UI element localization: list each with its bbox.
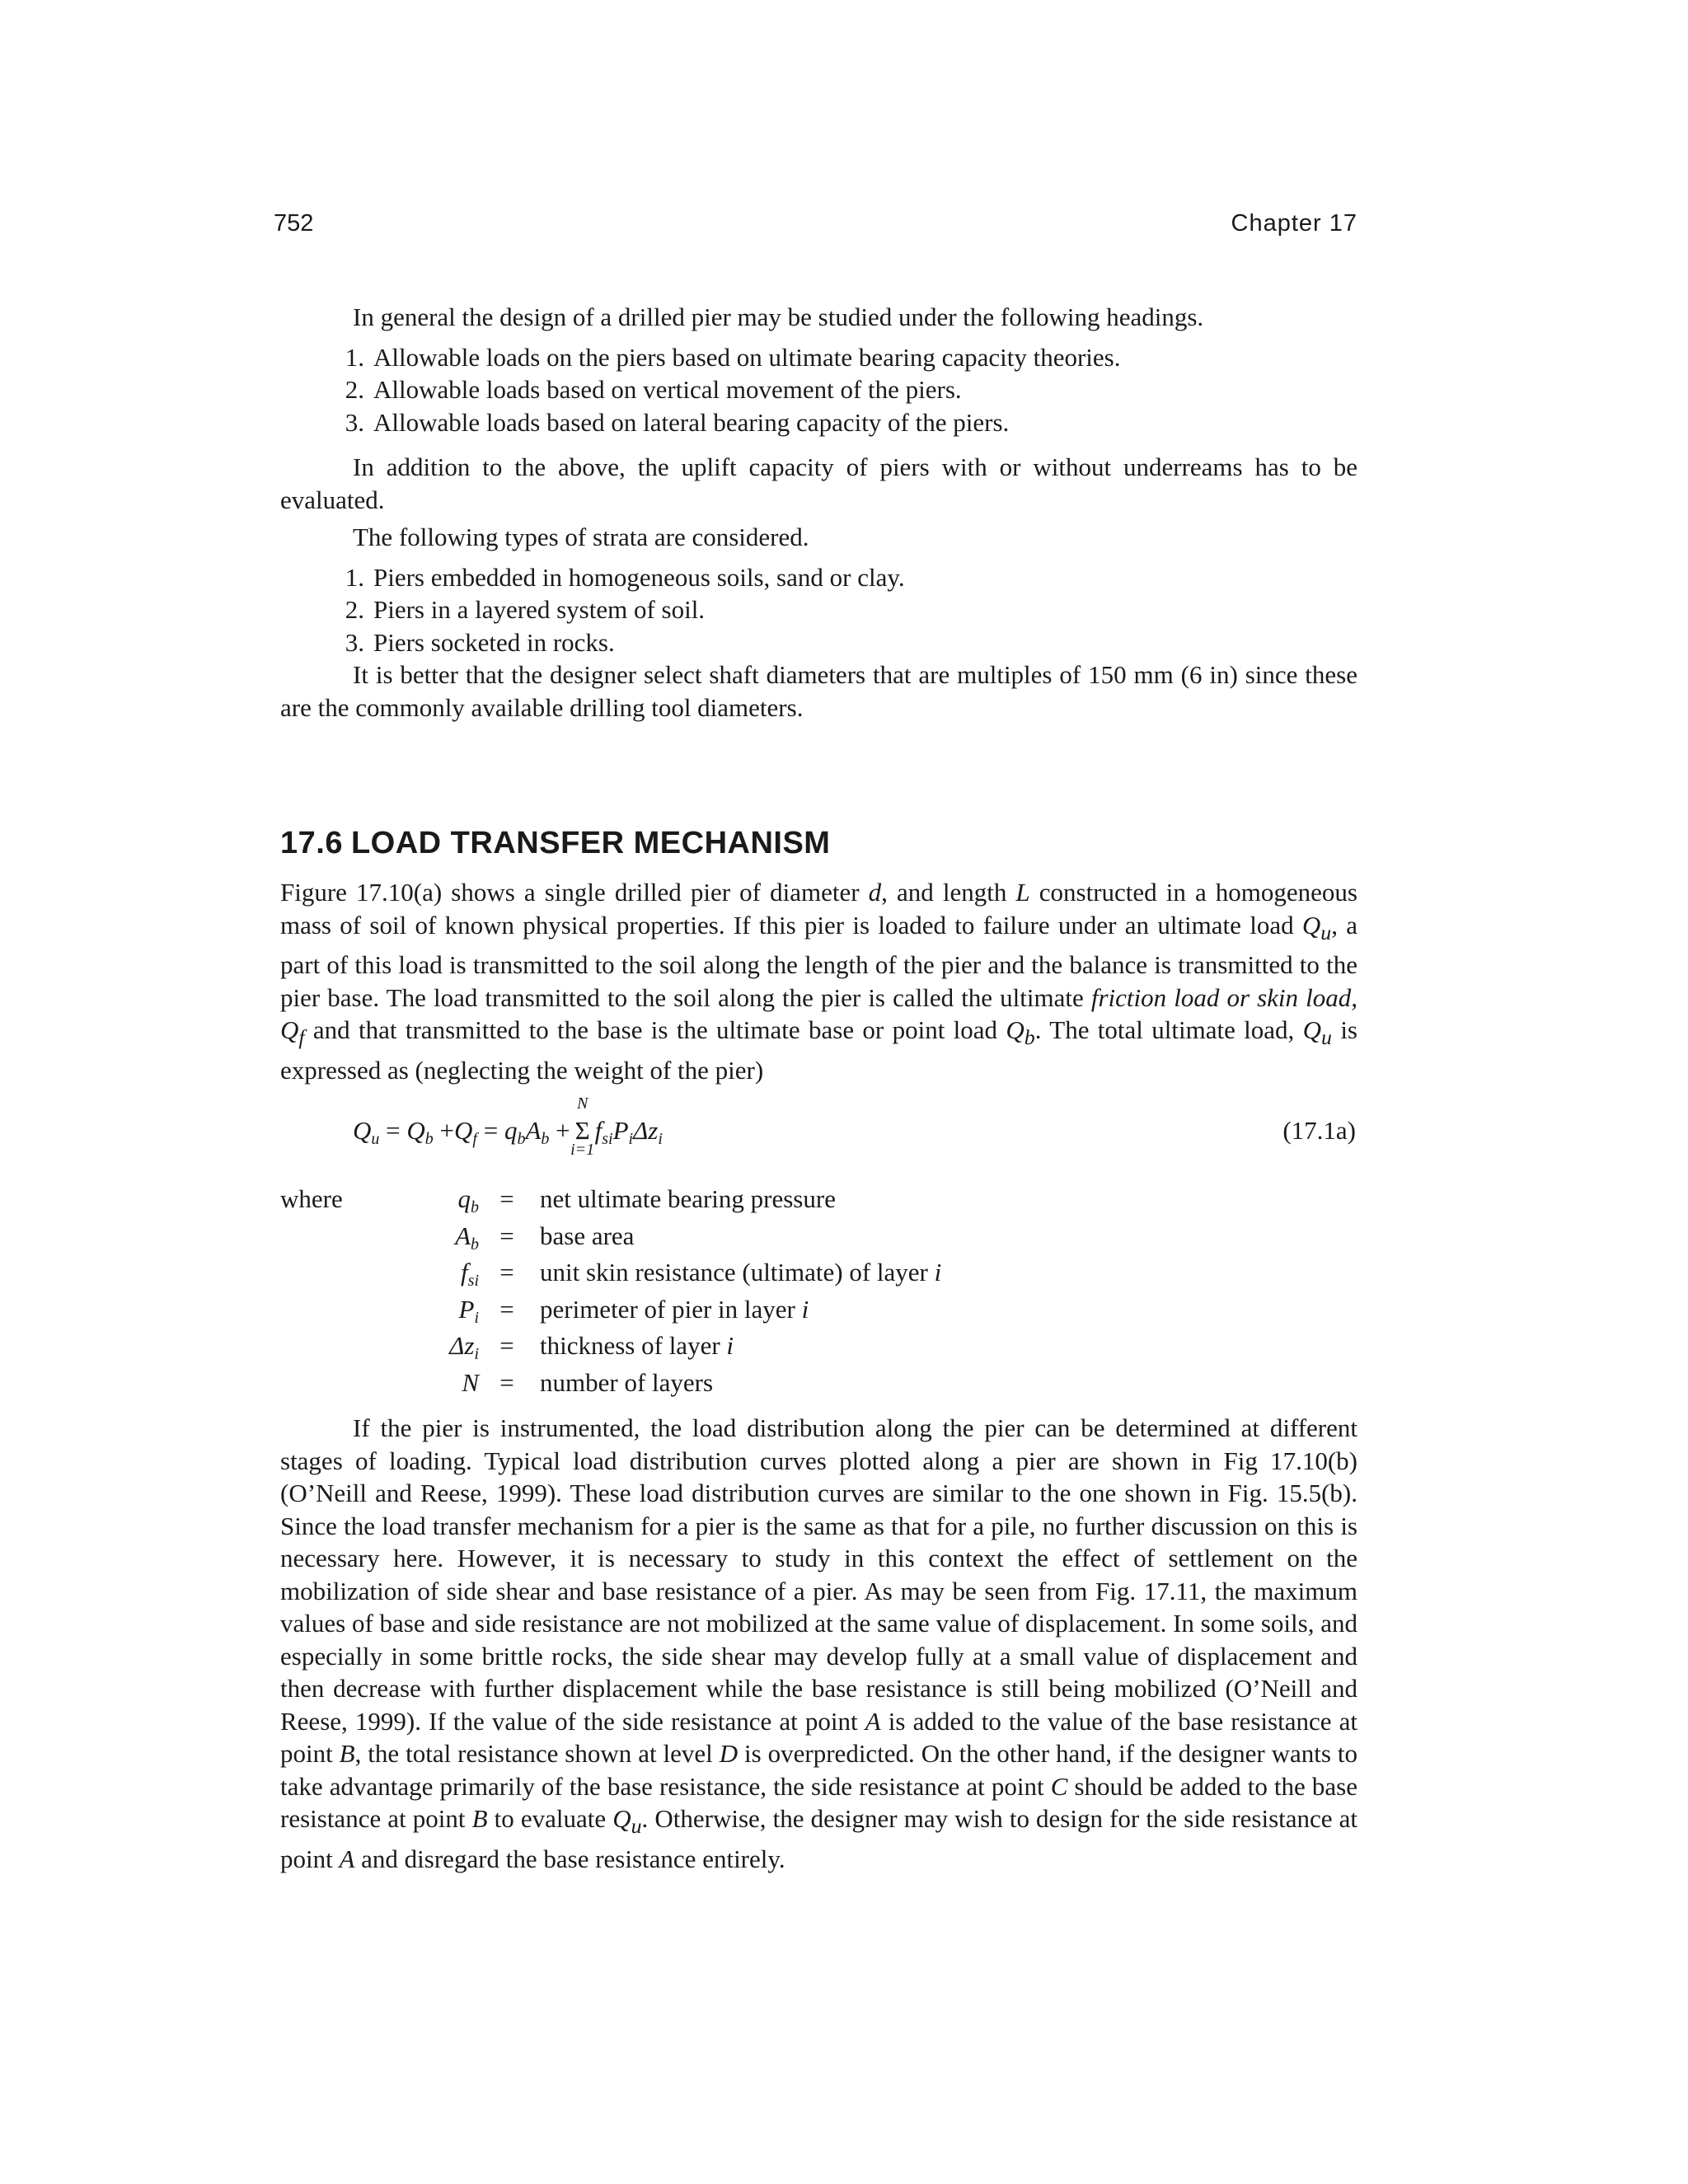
- shaft-diameter-paragraph: It is better that the designer select shaft diameters that are multiples of 150 mm (6 in) since these are the commonly available drilling tool diameters.: [280, 660, 1357, 722]
- def-meaning: [540, 1328, 734, 1365]
- summation-symbol: [570, 1094, 595, 1159]
- symbol-base: Q: [1302, 1015, 1322, 1045]
- text-run: should be added to the base resistance at point: [280, 1771, 1357, 1833]
- text-run: If the pier is instrumented, the load distribution along the pier can be determined at different stages of loading. Typical load distribution curves plotted along a pier are shown in Fig 17.10(b) (O’Neill and Reese, 1999). These load distribution curves are similar to the one shown in Fig. 15.5(b). Since the load transfer mechanism for a pier is the same as that for a pile, no further discussion on this is necessary here. However, it is necessary to study in this context the effect of settlement on the mobilization of side shear and base resistance of a pier. As may be seen from Fig. 17.11, the maximum values of base and side resistance are not mobilized at the same value of displacement. In some soils, and especially in some brittle rocks, the side shear may develop fully at a small value of displacement and then decrease with further displacement while the base resistance is still being mobilized (O’Neill and Reese, 1999). If the value of the side resistance at point: [280, 1413, 1357, 1736]
- def-var: i: [934, 1258, 942, 1286]
- section-heading: [280, 826, 830, 861]
- def-meaning: number of layers: [540, 1367, 714, 1397]
- symbol-Qu: [612, 1804, 642, 1839]
- list-text: Allowable loads on the piers based on ultimate bearing capacity theories.: [373, 342, 1121, 372]
- list-item: [280, 626, 1357, 659]
- eq-equals: =: [483, 1116, 499, 1145]
- symbol-subscript: u: [1320, 920, 1332, 944]
- section-title: LOAD TRANSFER MECHANISM: [350, 826, 831, 860]
- eq-sub: u: [371, 1130, 380, 1148]
- point-B: B: [471, 1804, 488, 1833]
- symbol-base: Q: [1006, 1015, 1025, 1045]
- def-meaning: base area: [540, 1221, 635, 1250]
- eq-plus: +: [439, 1116, 454, 1145]
- def-symbol-N: [392, 1365, 479, 1402]
- symbol-base: N: [462, 1367, 479, 1397]
- symbol-Qb: [1006, 1015, 1035, 1050]
- symbol-subscript: u: [1321, 1025, 1332, 1050]
- paragraph-text: [280, 1412, 1357, 1875]
- definition-row: [392, 1365, 1133, 1402]
- symbol-base: Δz: [449, 1331, 475, 1360]
- list-number: 3.: [345, 407, 364, 437]
- def-var: i: [726, 1331, 734, 1360]
- list-text: Allowable loads based on lateral bearing capacity of the piers.: [373, 407, 1010, 437]
- list-text: Piers embedded in homogeneous soils, sand or clay.: [373, 562, 905, 592]
- def-meaning: [540, 1254, 941, 1291]
- def-var: i: [801, 1294, 809, 1324]
- eq-Q: Q: [406, 1116, 425, 1145]
- list-text: Piers in a layered system of soil.: [373, 595, 706, 624]
- eq-dz: Δz: [633, 1116, 659, 1145]
- paragraph-text: [280, 876, 1357, 1086]
- list-text: Allowable loads based on vertical movement of the piers.: [373, 375, 962, 404]
- eq-sub: f: [472, 1130, 477, 1148]
- eq-equals: =: [386, 1116, 401, 1145]
- def-equals: =: [499, 1294, 514, 1324]
- point-C: C: [1050, 1771, 1068, 1801]
- symbol-subscript: i: [474, 1345, 479, 1363]
- def-equals: =: [499, 1367, 514, 1397]
- variable-L: L: [1015, 878, 1030, 907]
- symbol-base: q: [457, 1184, 471, 1213]
- text-run: is added to the value of the base resistance at point: [280, 1706, 1357, 1768]
- list-number: 1.: [345, 342, 364, 372]
- definition-list: [392, 1181, 1133, 1401]
- def-equals: =: [499, 1331, 514, 1360]
- running-header: [274, 210, 1357, 243]
- def-text: perimeter of pier in layer: [540, 1294, 802, 1324]
- text-run: is expressed as (neglecting the weight of the pier): [280, 1015, 1357, 1085]
- eq-plus: +: [556, 1116, 570, 1145]
- text-run: , the total resistance shown at level: [354, 1739, 720, 1768]
- strata-list: [280, 561, 1357, 659]
- where-label: where: [280, 1184, 343, 1213]
- list-text: Piers socketed in rocks.: [373, 627, 615, 657]
- intro-paragraph: In general the design of a drilled pier may be studied under the following headings.: [353, 302, 1204, 331]
- symbol-Qf: [280, 1015, 305, 1050]
- text-run: , and length: [881, 878, 1016, 907]
- symbol-subscript: b: [471, 1198, 479, 1216]
- symbol-subscript: b: [471, 1235, 479, 1254]
- strata-intro: The following types of strata are considered.: [353, 523, 809, 551]
- list-item: [280, 373, 1357, 406]
- symbol-base: Q: [612, 1804, 631, 1833]
- load-transfer-paragraph: [280, 876, 1357, 1086]
- eq-q: q: [504, 1116, 518, 1145]
- point-A: A: [865, 1706, 881, 1736]
- def-equals: =: [499, 1221, 514, 1250]
- equation-17-1a: [280, 1094, 1357, 1179]
- list-item: [280, 406, 1357, 439]
- text-run: and that transmitted to the base is the ultimate base or point load: [304, 1015, 1006, 1045]
- sum-lower-limit: i=1: [570, 1141, 595, 1159]
- text-run: is overpredicted. On the other hand, if the designer wants to take advantage primarily of the base resistance, the side resistance at point: [280, 1739, 1357, 1801]
- def-meaning: [540, 1291, 809, 1329]
- eq-sub: si: [602, 1130, 613, 1148]
- equation-body: [353, 1094, 663, 1159]
- section-number: 17.6: [280, 826, 343, 860]
- list-item: [280, 593, 1357, 626]
- discussion-paragraph: [280, 1412, 1357, 1875]
- eq-sub: b: [424, 1130, 434, 1148]
- friction-term: friction load or skin load,: [1090, 982, 1358, 1012]
- symbol-subscript: b: [1024, 1025, 1035, 1050]
- definition-row: [392, 1328, 1133, 1365]
- symbol-base: f: [461, 1258, 468, 1286]
- text-run: . The total ultimate load,: [1034, 1015, 1303, 1045]
- eq-Q: Q: [353, 1116, 372, 1145]
- text-run: . Otherwise, the designer may wish to design for the side resistance at point: [280, 1804, 1357, 1873]
- point-B: B: [339, 1739, 355, 1768]
- list-item: [280, 561, 1357, 594]
- definition-row: [392, 1254, 1133, 1291]
- symbol-Qu: [1301, 910, 1332, 944]
- list-number: 3.: [345, 627, 364, 657]
- definition-row: [392, 1181, 1133, 1218]
- definition-row: [392, 1291, 1133, 1329]
- definition-row: [392, 1218, 1133, 1255]
- symbol-subscript: si: [467, 1272, 479, 1290]
- text-run: to evaluate: [487, 1804, 613, 1833]
- variable-d: d: [868, 878, 882, 907]
- eq-P: P: [612, 1116, 629, 1145]
- eq-sub: i: [628, 1130, 634, 1148]
- eq-sub: i: [658, 1130, 663, 1148]
- symbol-subscript: f: [298, 1025, 305, 1050]
- eq-Q: Q: [454, 1116, 473, 1145]
- level-D: D: [719, 1739, 738, 1768]
- sigma-glyph: Σ: [574, 1116, 590, 1145]
- text-run: , a part of this load is transmitted to the soil along the length of the pier and the balance is transmitted to the pier base. The load transmitted to the soil along the pier is called the ultimate: [280, 910, 1357, 1012]
- def-text: unit skin resistance (ultimate) of layer: [540, 1258, 935, 1286]
- symbol-base: Q: [280, 1015, 299, 1045]
- text-run: and disregard the base resistance entirely.: [354, 1844, 785, 1873]
- eq-sub: b: [517, 1130, 526, 1148]
- eq-f: f: [594, 1116, 603, 1145]
- intro-section: [280, 301, 1357, 724]
- symbol-base: P: [458, 1294, 475, 1324]
- text-run: constructed in a homogeneous mass of soil of known physical properties. If this pier is loaded to failure under an ultimate load: [280, 878, 1358, 940]
- def-meaning: net ultimate bearing pressure: [540, 1184, 836, 1213]
- symbol-base: A: [455, 1221, 471, 1250]
- def-equals: =: [499, 1184, 514, 1213]
- list-number: 2.: [345, 595, 364, 624]
- eq-A: A: [525, 1116, 542, 1145]
- equation-number: (17.1a): [1282, 1116, 1356, 1145]
- eq-sub: b: [541, 1130, 550, 1148]
- list-item: [280, 341, 1357, 374]
- list-number: 2.: [345, 375, 364, 404]
- def-text: thickness of layer: [540, 1331, 727, 1360]
- chapter-label: Chapter 17: [1231, 210, 1357, 237]
- list-number: 1.: [345, 562, 364, 592]
- sum-upper-limit: N: [576, 1094, 588, 1113]
- page-number: 752: [274, 210, 314, 237]
- point-A: A: [339, 1844, 355, 1873]
- design-headings-list: [280, 341, 1357, 439]
- symbol-subscript: i: [474, 1308, 479, 1327]
- def-equals: =: [499, 1258, 514, 1286]
- symbol-Qu: [1302, 1015, 1332, 1050]
- symbol-subscript: u: [631, 1814, 642, 1839]
- text-run: Figure 17.10(a) shows a single drilled pier of diameter: [280, 878, 869, 907]
- uplift-paragraph: In addition to the above, the uplift capacity of piers with or without underreams has to be evaluated.: [280, 452, 1357, 514]
- symbol-base: Q: [1301, 910, 1321, 940]
